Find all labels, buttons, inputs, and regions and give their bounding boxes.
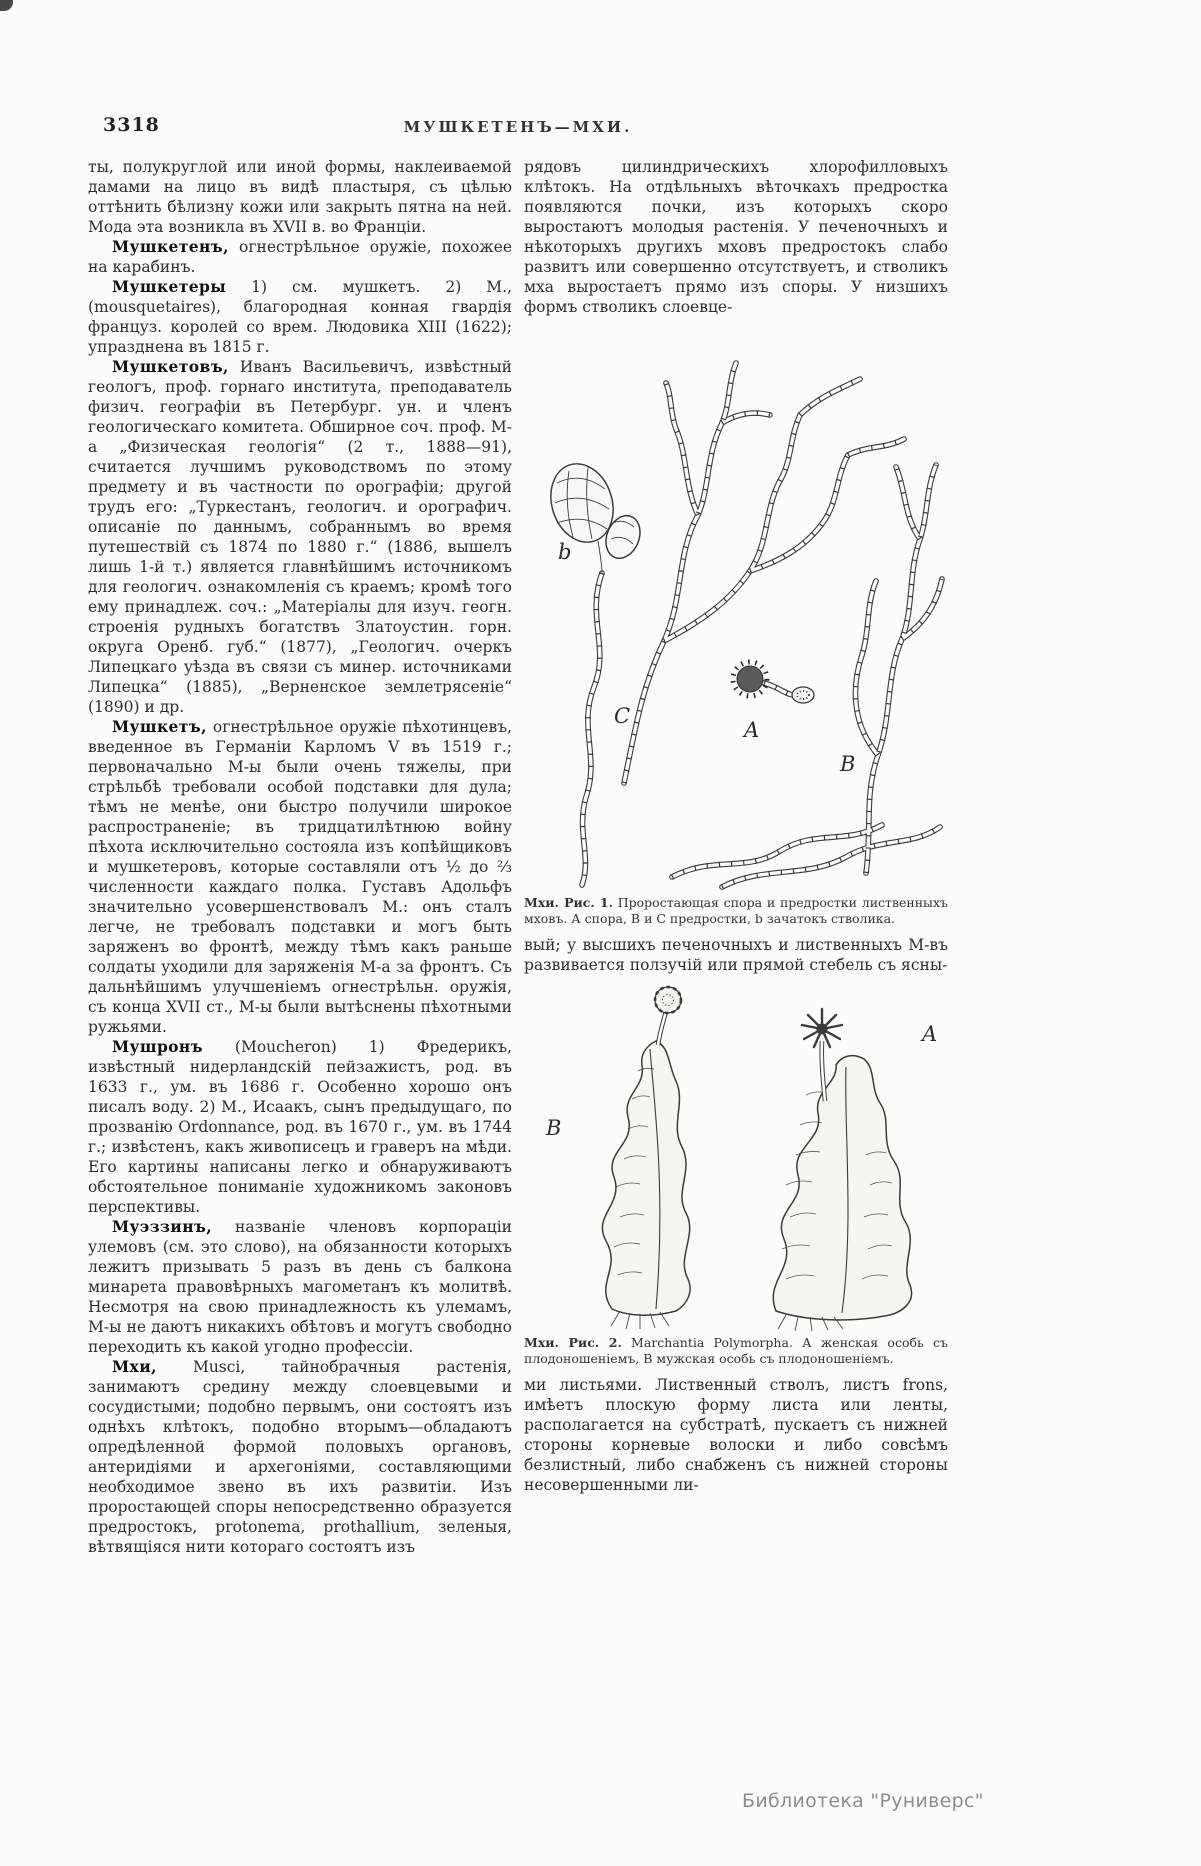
entry-text: 1) см. мушкетъ. 2) М., (mousquetaires), благородная конная гвардія француз. королей со врем. Людовика XIII (1622); упразднена въ 1815 г. — [88, 278, 512, 356]
scan-corner-artifact — [0, 0, 13, 11]
figure-2-caption-text: Marchantia Polymorpha. А женская особь съ плодоношеніемъ, В мужская особь съ плодоношеніемъ. — [524, 1335, 948, 1366]
paragraph-moss-outro — [524, 1375, 948, 1495]
figure-1-caption-lead: Мхи. Рис. 1. — [524, 895, 613, 910]
figure-1-protonema-drawing — [524, 325, 948, 893]
paragraph-text: ми листьями. Лиственный стволъ, листъ frons, имѣетъ плоскую форму листа или ленты, располагается на субстратѣ, пускаетъ съ нижней стороны корневые волоски и либо совсѣмъ безлистный, либо снабженъ съ нижней стороны несовершенными ли- — [524, 1376, 948, 1494]
female-thallus — [773, 1056, 911, 1320]
paragraph-moss-intro — [524, 157, 948, 317]
bud-cluster — [541, 456, 646, 564]
entry-headword: Мушкетъ, — [112, 717, 207, 736]
entry-mushron — [88, 1037, 512, 1217]
male-thallus — [602, 1041, 690, 1315]
library-watermark: Библиотека "Руниверс" — [742, 1790, 984, 1812]
paragraph-moss-between — [524, 935, 948, 975]
figure1-label-protonema-left: C — [614, 704, 631, 728]
germ-tube-tip — [792, 687, 814, 703]
figure2-label-male: B — [546, 1116, 562, 1140]
entry-headword: Мушкетенъ, — [112, 237, 229, 256]
figure-2-caption-lead: Мхи. Рис. 2. — [524, 1335, 622, 1350]
figure-2-marchantia-drawing — [524, 983, 948, 1333]
entry-text: (Moucheron) 1) Фредерикъ, извѣстный нидерландскій пейзажистъ, род. въ 1633 г., ум. въ 1686 г. Особенно хорошо онъ писалъ воду. 2) М., Исаакъ, сынъ предыдущаго, по прозванію Ordonnance, род. въ 1670 г., ум. въ 1744 г.; извѣстенъ, какъ живописецъ и граверъ на мѣди. Его картины написаны легко и обнаруживаютъ обстоятельное пониманіе художникомъ законовъ перспективы. — [88, 1038, 512, 1216]
figure-2-caption — [524, 1335, 948, 1367]
figure2-label-female: A — [922, 1022, 938, 1046]
entry-headword: Мушронъ — [112, 1037, 203, 1056]
paragraph-text: рядовъ цилиндрическихъ хлорофилловыхъ клѣтокъ. На отдѣльныхъ вѣточкахъ предростка появляются почки, изъ которыхъ скоро выростаютъ молодыя растенія. У печеночныхъ и нѣкоторыхъ другихъ мховъ предростокъ слабо развитъ или совершенно отсутствуетъ, и стволикъ мха выростаетъ прямо изъ споры. У низшихъ формъ стволикъ слоевце- — [524, 158, 948, 316]
entry-headword: Муэззинъ, — [112, 1217, 213, 1236]
entry-text: огнестрѣльное оружіе, похожее на карабинъ. — [88, 238, 512, 276]
entry-text: огнестрѣльное оружіе пѣхотинцевъ, введенное въ Германіи Карломъ V въ 1519 г.; первоначально М-ы были очень тяжелы, при стрѣльбѣ требовали особой подставки для дула; тѣмъ не менѣе, они быстро получили широкое распространеніе; въ тридцатилѣтнюю войну пѣхота исключительно состояла изъ копѣйщиковъ и мушкетеровъ, которые составляли отъ ½ до ⅔ численности каждаго полка. Густавъ Адольфъ значительно усовершенствовалъ М.: онъ сталъ легче, не требовалъ подставки и могъ быть заряженъ во фронтѣ, между тѣмъ какъ раньше солдаты уходили для заряженія М-а за фронтъ. Съ дальнѣйшимъ улучшеніемъ огнестрѣльн. оружія, съ конца XVII ст., М-ы были вытѣснены пѣхотными ружьями. — [88, 718, 512, 1036]
filament-outlines — [582, 363, 942, 887]
figure-1-caption-text: Проростающая спора и предростки лиственныхъ мховъ. А спора, В и С предростки, b зачатокъ стволика. — [524, 895, 948, 926]
figure-1-caption — [524, 895, 948, 927]
page-number: 3318 — [103, 114, 160, 136]
entry-text: Иванъ Васильевичъ, извѣстный геологъ, проф. горнаго института, преподаватель физич. географіи въ Петербург. ун. и членъ геологическаго комитета. Обширное соч. проф. М-а „Физическая геологія“ (2 т., 1888—91), считается лучшимъ руководствомъ по этому предмету и въ частности по орографіи; другой трудъ его: „Туркестанъ, геологич. и орографич. описаніе по даннымъ, собраннымъ во время путешествій съ 1874 по 1880 г.“ (1886, вышелъ лишь 1-й т.) является главнѣйшимъ источникомъ для геологич. ознакомленія съ краемъ; кромѣ того ему принадлеж. соч.: „Матеріалы для изуч. геогн. строенія рудныхъ богатствъ Златоустин. горн. округа Оренб. губ.“ (1877), „Геологич. очеркъ Липецкаго уѣзда въ связи съ минер. источниками Липецка“ (1885), „Верненское землетрясеніе“ (1890) и др. — [88, 358, 512, 716]
left-column — [88, 157, 512, 1557]
figure1-label-spore: A — [744, 718, 760, 742]
receptacle-stalks — [658, 1008, 825, 1101]
entry-text: названіе членовъ корпораціи улемовъ (см. это слово), на обязанности которыхъ лежитъ призывать 5 разъ въ день съ балкона минарета правовѣрныхъ магометанъ къ молитвѣ. Несмотря на свою принадлежность къ улемамъ, М-ы не даютъ никакихъ обѣтовъ и могутъ свободно переходить къ какой угодно профессіи. — [88, 1218, 512, 1356]
spore-body — [737, 666, 763, 692]
entry-headword: Мушкетовъ, — [112, 357, 229, 376]
entry-mushketov — [88, 357, 512, 717]
receptacle-stalk-cores — [658, 1008, 825, 1101]
running-head: МУШКЕТЕНЪ—МХИ. — [403, 118, 633, 136]
figure1-label-protonema-right: B — [840, 752, 856, 776]
filament-septa — [582, 363, 942, 887]
entry-mushketery — [88, 277, 512, 357]
entry-headword: Мхи, — [112, 1357, 157, 1376]
figure1-label-bud: b — [558, 540, 572, 564]
entry-text: Musci, тайнобрачныя растенія, занимаютъ средину между слоевцевыми и сосудистыми; подобно первымъ, они состоятъ изъ однѣхъ клѣтокъ, подобно вторымъ—обладаютъ опредѣленной формой половыхъ органовъ, антеридіями и архегоніями, составляющими необходимое звено въ ихъ развитіи. Изъ проростающей споры непосредственно образуется предростокъ, protonema, prothallium, зеленыя, вѣтвящіяся нити котораго состоятъ изъ — [88, 1358, 512, 1556]
entry-muezzin — [88, 1217, 512, 1357]
filament-cores — [582, 363, 942, 887]
entry-mushketen — [88, 237, 512, 277]
entry-mkhi — [88, 1357, 512, 1557]
paragraph-text: вый; у высшихъ печеночныхъ и лиственныхъ М-въ развивается ползучій или прямой стебель съ ясны- — [524, 936, 948, 974]
female-receptacle-center — [817, 1024, 828, 1035]
paragraph-continuation — [88, 157, 512, 237]
entry-headword: Мушкетеры — [112, 277, 227, 296]
entry-mushket — [88, 717, 512, 1037]
right-column — [524, 157, 948, 1495]
entry-text: ты, полукруглой или иной формы, наклеиваемой дамами на лицо въ видѣ пластыря, съ цѣлью оттѣнить бѣлизну кожи или закрыть пятна на ней. Мода эта возникла въ XVII в. во Франціи. — [88, 158, 512, 236]
